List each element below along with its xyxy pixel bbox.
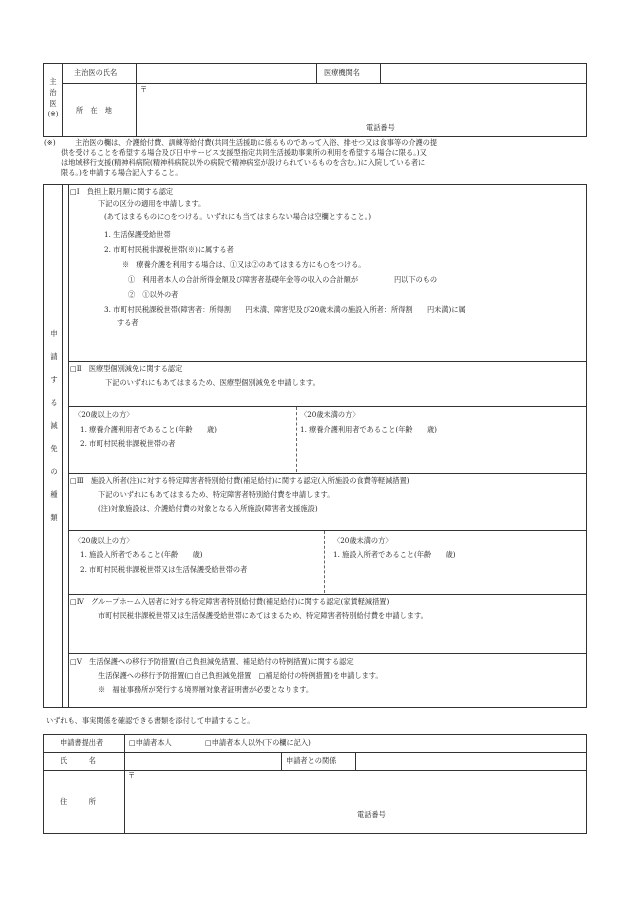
- applicant-postal-mark: 〒: [128, 771, 136, 780]
- doctor-postal-mark: 〒: [140, 85, 148, 94]
- section-5-line: ※ 福祉事務所が発行する境界層対象者証明書が必要となります。: [98, 685, 314, 694]
- section-2-right-item: 1. 療養介護利用者であること(年齢 歳): [300, 425, 437, 434]
- note-line: 供を受けることを希望する場合及び日中サービス支援型指定共同生活援助事業所の利用を希望する場合に限る。)又: [61, 148, 427, 157]
- relation-label: 申請者との関係: [286, 756, 337, 765]
- attachment-note: いずれも、事実関係を確認できる書類を添付して申請すること。: [46, 716, 255, 725]
- section-2-left-item: 1. 療養介護利用者であること(年齢 歳): [80, 425, 217, 434]
- section-2-left-item: 2. 市町村民税非課税世帯の者: [80, 439, 176, 448]
- hospital-name-label: 医療機関名: [324, 68, 360, 77]
- reduction-side-title: 申 請 す る 減 免 の 種 類: [50, 329, 58, 522]
- doctor-name-label: 主治医の氏名: [74, 68, 118, 77]
- applicant-address-label: 住 所: [60, 797, 96, 806]
- section-1-line: する者: [117, 318, 139, 327]
- submitter-label: 申請書提出者: [60, 738, 104, 747]
- section-1-option[interactable]: 1. 生活保護受給世帯: [104, 230, 171, 239]
- section-3-right-item: 1. 施設入所者であること(年齢 歳): [333, 550, 456, 559]
- submitter-self-checkbox[interactable]: □申請者本人: [129, 738, 172, 747]
- section-1-line: (あてはまるものに○をつける。いずれにも当てはまらない場合は空欄とすること。): [104, 212, 372, 221]
- section-1-option[interactable]: ① 利用者本人の合計所得金額及び障害者基礎年金等の収入の合計額が 円以下のもの: [128, 275, 438, 284]
- section-1-option[interactable]: 3. 市町村民税課税世帯(障害者：所得割 円未満、障害児及び20歳未満の施設入所者：所得割 円未満)に属: [104, 305, 466, 314]
- section-2-line: 下記のいずれにもあてはまるため、医療型個別減免を申請します。: [105, 378, 320, 387]
- section-1-line: ※ 療養介護を利用する場合は、①又は②のあてはまる方にも○をつける。: [122, 260, 366, 269]
- section-3-right-head: 〈20歳未満の方〉: [333, 536, 393, 545]
- section-2-left-head: 〈20歳以上の方〉: [74, 410, 134, 419]
- note-line: 限る。)を申請する場合記入すること。: [61, 168, 183, 177]
- section-5-line[interactable]: 生活保護への移行予防措置(□自己負担減免措置 □補足給付の特例措置)を申請します。: [98, 671, 383, 680]
- section-5-checkbox[interactable]: □Ⅴ 生活保護への移行予防措置(自己負担減免措置、補足給付の特例措置)に関する認定: [70, 657, 354, 666]
- section-2-checkbox[interactable]: □Ⅱ 医療型個別減免に関する認定: [70, 364, 183, 373]
- note-line: 主治医の欄は、介護給付費、訓練等給付費(共同生活援助に係るものであって入浴、排せつ又は食事等の介護の提: [75, 138, 438, 147]
- hospital-name-field[interactable]: [382, 65, 584, 81]
- section-3-line: (注)対象施設は、介護給付費の対象となる入所施設(障害者支援施設): [98, 504, 318, 513]
- section-4-checkbox[interactable]: □Ⅳ グループホーム入居者に対する特定障害者特別給付費(補足給付)に関する認定(家賃軽減措置): [70, 597, 390, 606]
- note-mark: (※): [44, 138, 56, 147]
- section-3-checkbox[interactable]: □Ⅲ 施設入所者(注)に対する特定障害者特別給付費(補足給付)に関する認定(入所施設の食費等軽減措置): [70, 476, 410, 485]
- applicant-name-label: 氏 名: [60, 756, 96, 765]
- section-1-option[interactable]: 2. 市町村民税非課税世帯(※)に属する者: [104, 245, 234, 254]
- section-2-right-head: 〈20歳未満の方〉: [300, 410, 360, 419]
- section-3-left-item: 2. 市町村民税非課税世帯又は生活保護受給世帯の者: [80, 565, 248, 574]
- section-3-left-head: 〈20歳以上の方〉: [74, 536, 134, 545]
- section-1-option[interactable]: ② ①以外の者: [128, 290, 179, 299]
- doctor-side-label: 主 治 医 (※): [47, 77, 59, 118]
- doctor-address-field[interactable]: [150, 86, 580, 134]
- applicant-phone-label: 電話番号: [357, 810, 386, 819]
- submitter-other-checkbox[interactable]: □申請者本人以外(下の欄に記入): [205, 738, 311, 747]
- doctor-address-label: 所 在 地: [76, 106, 112, 115]
- section-3-left-item: 1. 施設入所者であること(年齢 歳): [80, 550, 203, 559]
- applicant-name-field[interactable]: [126, 754, 279, 768]
- doctor-name-field[interactable]: [138, 65, 314, 81]
- relation-field[interactable]: [357, 754, 585, 768]
- section-4-line: 市町村民税非課税世帯又は生活保護受給世帯にあてはまるため、特定障害者特別給付費を申請します。: [98, 611, 428, 620]
- doctor-phone-label: 電話番号: [366, 123, 395, 132]
- section-1-checkbox[interactable]: □Ⅰ 負担上限月額に関する認定: [70, 187, 174, 196]
- section-3-line: 下記のいずれにもあてはまるため、特定障害者特別給付費を申請します。: [98, 490, 335, 499]
- note-line: は地域移行支援(精神科病院(精神科病院以外の病院で精神病室が設けられているものを含む。)に入院している者に: [61, 158, 426, 167]
- section-1-line: 下記の区分の適用を申請します。: [98, 199, 206, 208]
- applicant-address-field[interactable]: [138, 772, 583, 832]
